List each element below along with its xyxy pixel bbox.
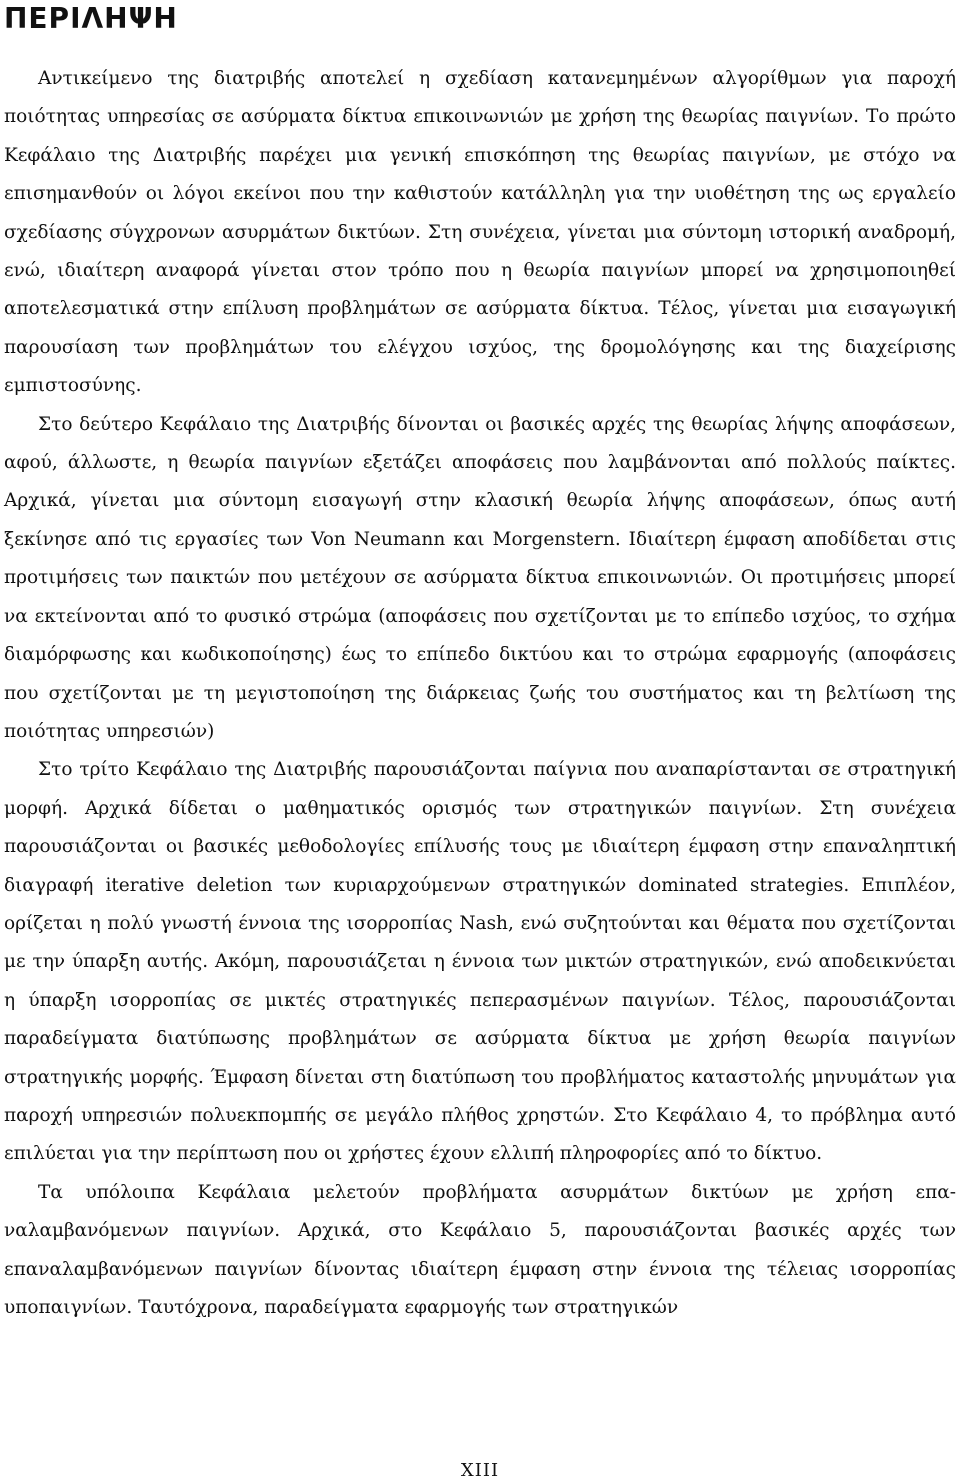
paragraph-4: Τα υπόλοιπα Κεφάλαια μελετούν προβλήματα ασυρμάτων δικτύων με χρήση επαναλαμβανόμενων παιγνίων. Αρχικά, στο Κεφάλαιο 5, παρουσιάζονται βασικές αρχές των επαναλαμβανόμενων παιγνίων δίνοντας ιδιαίτερη έμφαση στην έννοια της τέλειας ισορροπίας υποπαιγνίων. Ταυτόχρονα, παραδείγματα εφαρμογής των στρατηγικών	[4, 1181, 956, 1318]
paragraph-3: Στο τρίτο Κεφάλαιο της Διατριβής παρουσιάζονται παίγνια που αναπαρίστανται σε στρατηγική μορφή. Αρχικά δίδεται ο μαθηματικός ορισμός των στρατηγικών παιγνίων. Στη συνέχεια παρουσιάζονται οι βασικές μεθοδολογίες επίλυσής τους με ιδιαίτερη έμφαση στην επαναληπτική διαγραφή iterative deletion των κυριαρχούμενων στρατηγικών dominated strategies. Επιπλέον, ορίζεται η πολύ γνωστή έννοια της ισορροπίας Nash, ενώ συζητούνται και θέματα που σχετίζονται με την ύπαρξη αυτής. Ακόμη, παρουσιάζεται η έννοια των μικτών στρατηγικών, ενώ αποδεικνύεται η ύπαρξη ισορροπίας σε μικτές στρατηγικές πεπερασμένων παιγνίων. Τέλος, παρουσιάζονται παραδείγματα διατύπωσης προβλημάτων σε ασύρματα δίκτυα με χρήση θεωρία παιγνίων στρατηγικής μορφής. Έμφαση δίνεται στη διατύπωση του προβλήματος καταστολής μηνυμάτων για παροχή υπηρεσιών πολυεκπομπής σε μεγάλο πλήθος χρηστών. Στο Κεφάλαιο 4, το πρόβλημα αυτό επιλύεται για την περίπτωση που οι χρήστες έχουν ελλιπή πληροφορίες από το δίκτυο.	[4, 759, 956, 1165]
abstract-body	[4, 60, 956, 1327]
paragraph-1: Αντικείμενο της διατριβής αποτελεί η σχεδίαση κατανεμημένων αλγορίθμων για παροχή ποιότητας υπηρεσίας σε ασύρματα δίκτυα επικοινωνιών με χρήση της θεωρίας παιγνίων. Το πρώτο Κεφάλαιο της Διατριβής παρέχει μια γενική επισκόπηση της θεωρίας παιγνίων, με στόχο να επισημανθούν οι λόγοι εκείνοι που την καθιστούν κατάλληλη για την υιοθέτηση της ως εργαλείο σχεδίασης σύγχρονων ασυρμάτων δικτύων. Στη συνέχεια, γίνεται μια σύντομη ιστορική αναδρομή, ενώ, ιδιαίτερη αναφορά γίνεται στον τρόπο που η θεωρία παιγνίων μπορεί να χρησιμοποιηθεί αποτελεσματικά στην επίλυση προβλημάτων σε ασύρματα δίκτυα. Τέλος, γίνεται μια εισαγωγική παρουσίαση των προβλημάτων του ελέγχου ισχύος, της δρομολόγησης και της διαχείρισης εμπιστοσύνης.	[4, 68, 956, 397]
paragraph-2: Στο δεύτερο Κεφάλαιο της Διατριβής δίνονται οι βασικές αρχές της θεωρίας λήψης αποφάσεων, αφού, άλλωστε, η θεωρία παιγνίων εξετάζει αποφάσεις που λαμβάνονται από πολλούς παίκτες. Αρχικά, γίνεται μια σύντομη εισαγωγή στην κλασική θεωρία λήψης αποφάσεων, όπως αυτή ξεκίνησε από τις εργασίες των Von Neumann και Morgenstern. Ιδιαίτερη έμφαση αποδίδεται στις προτιμήσεις των παικτών που μετέχουν σε ασύρματα δίκτυα επικοινωνιών. Οι προτιμήσεις μπορεί να εκτείνονται από το φυσικό στρώμα (αποφάσεις που σχετίζονται με το επίπεδο ισχύος, το σχήμα διαμόρφωσης και κωδικοποίησης) έως το επίπεδο δικτύου και το στρώμα εφαρμογής (αποφάσεις που σχετίζονται με τη μεγιστοποίηση της διάρκειας ζωής του συστήματος και τη βελτίωση της ποιότητας υπηρεσιών)	[4, 413, 956, 742]
page-heading: ΠΕΡΙΛΗΨΗ	[4, 2, 178, 35]
document-page	[4, 0, 956, 1484]
page-number: XIII	[460, 1460, 500, 1481]
